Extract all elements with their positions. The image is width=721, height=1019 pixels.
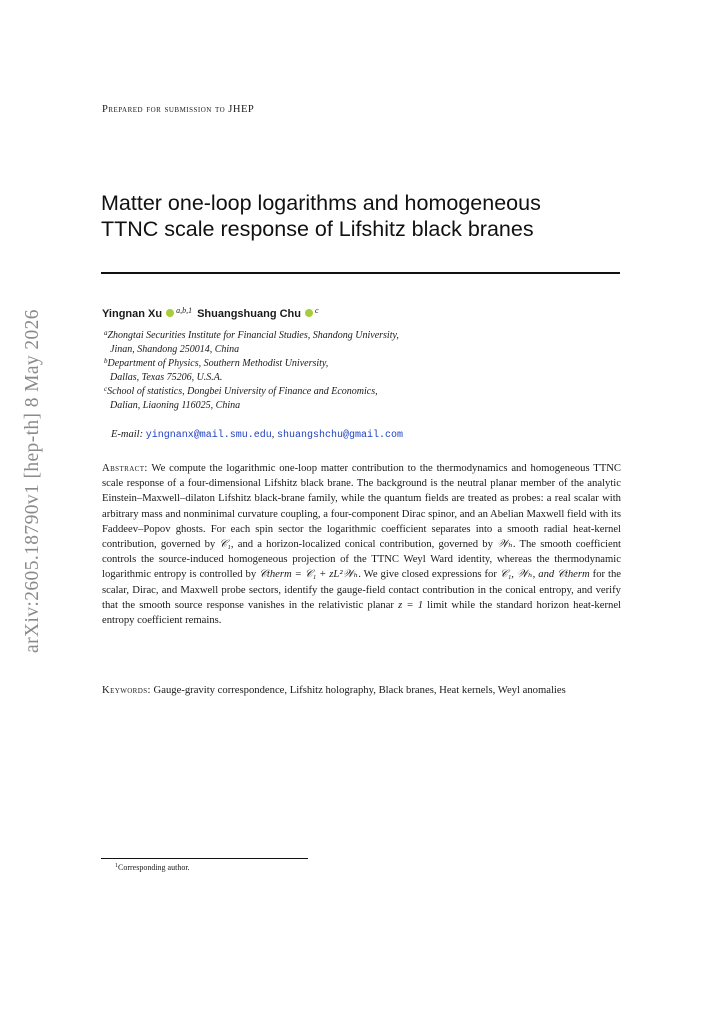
author-list [102,305,324,320]
email-line: E-mail: yingnanx@mail.smu.edu, shuangshchu@gmail.com [111,429,404,441]
affiliation: $^a$Zhongtai Securities Institute for Financial Studies, Shandong University, Jinan, Shandong 250014, China [104,329,399,356]
abstract-label: Abstract: [102,463,148,474]
author-affiliation-marks: a,b,1 [176,305,193,315]
affiliations [104,329,624,412]
orcid-icon[interactable] [305,309,313,317]
title-line-1: Matter one-loop logarithms and homogeneous [101,191,541,215]
email-link[interactable]: shuangshchu@gmail.com [276,430,404,441]
email-link[interactable]: yingnanx@mail.smu.edu [145,430,272,441]
orcid-icon[interactable] [166,309,174,317]
arxiv-sidebar [12,296,54,666]
arxiv-identifier: arXiv:2605.18790v1 [hep-th] 8 May 2026 [22,309,44,653]
email-label: E-mail: [111,429,144,440]
keywords: Keywords: Gauge-gravity correspondence, Lifshitz holography, Black branes, Heat kernels, Weyl anomalies [102,685,566,696]
paper-title [101,190,641,242]
title-rule [101,272,620,274]
submission-note: Prepared for submission to JHEP [102,104,255,115]
keywords-label: Keywords: [102,685,151,696]
author-affiliation-marks: c [314,305,319,315]
abstract: Abstract: We compute the logarithmic one-loop matter contribution to the thermodynamics and homogeneous TTNC scale response of a four-dimensional Lifshitz black brane. The background is the neutral planar member of the analytic Einstein–Maxwell–dilaton Lifshitz black-brane family, while the quantum fields are treated as probes: a real scalar with arbitrary mass and nonminimal curvature coupling, a four-component Dirac spinor, and an Abelian Maxwell field with its Faddeev–Popov ghosts. For each spin sector the logarithmic coefficient separates into a smooth radial heat-kernel contribution, governed by 𝒞₁, and a horizon-localized conical contribution, governed by 𝒲ₕ. The smooth coefficient controls the source-induced homogeneous projection of the TTNC Weyl Ward identity, whereas the thermodynamic logarithmic entropy is controlled by 𝒞therm = 𝒞₁ + zL²𝒲ₕ. We give closed expressions for 𝒞₁, 𝒲ₕ, and 𝒞therm for the scalar, Dirac, and Maxwell probe sectors, identify the gauge-field contact contribution in the conical entropy, and verify that the smooth source response vanishes in the relativistic planar z = 1 limit while the standard horizon heat-kernel entropy coefficient remains. [102,463,622,627]
title-line-2: TTNC scale response of Lifshitz black branes [101,217,534,241]
footnote-rule [101,858,308,859]
affiliation: $^c$School of statistics, Dongbei University of Finance and Economics, Dalian, Liaoning 116025, China [104,384,378,412]
author-name[interactable]: Yingnan Xu [102,308,163,320]
footnote: $^1$Corresponding author. [115,863,190,872]
affiliation: $^b$Department of Physics, Southern Methodist University, Dallas, Texas 75206, U.S.A. [104,356,329,384]
author-name[interactable]: Shuangshuang Chu [197,308,301,320]
